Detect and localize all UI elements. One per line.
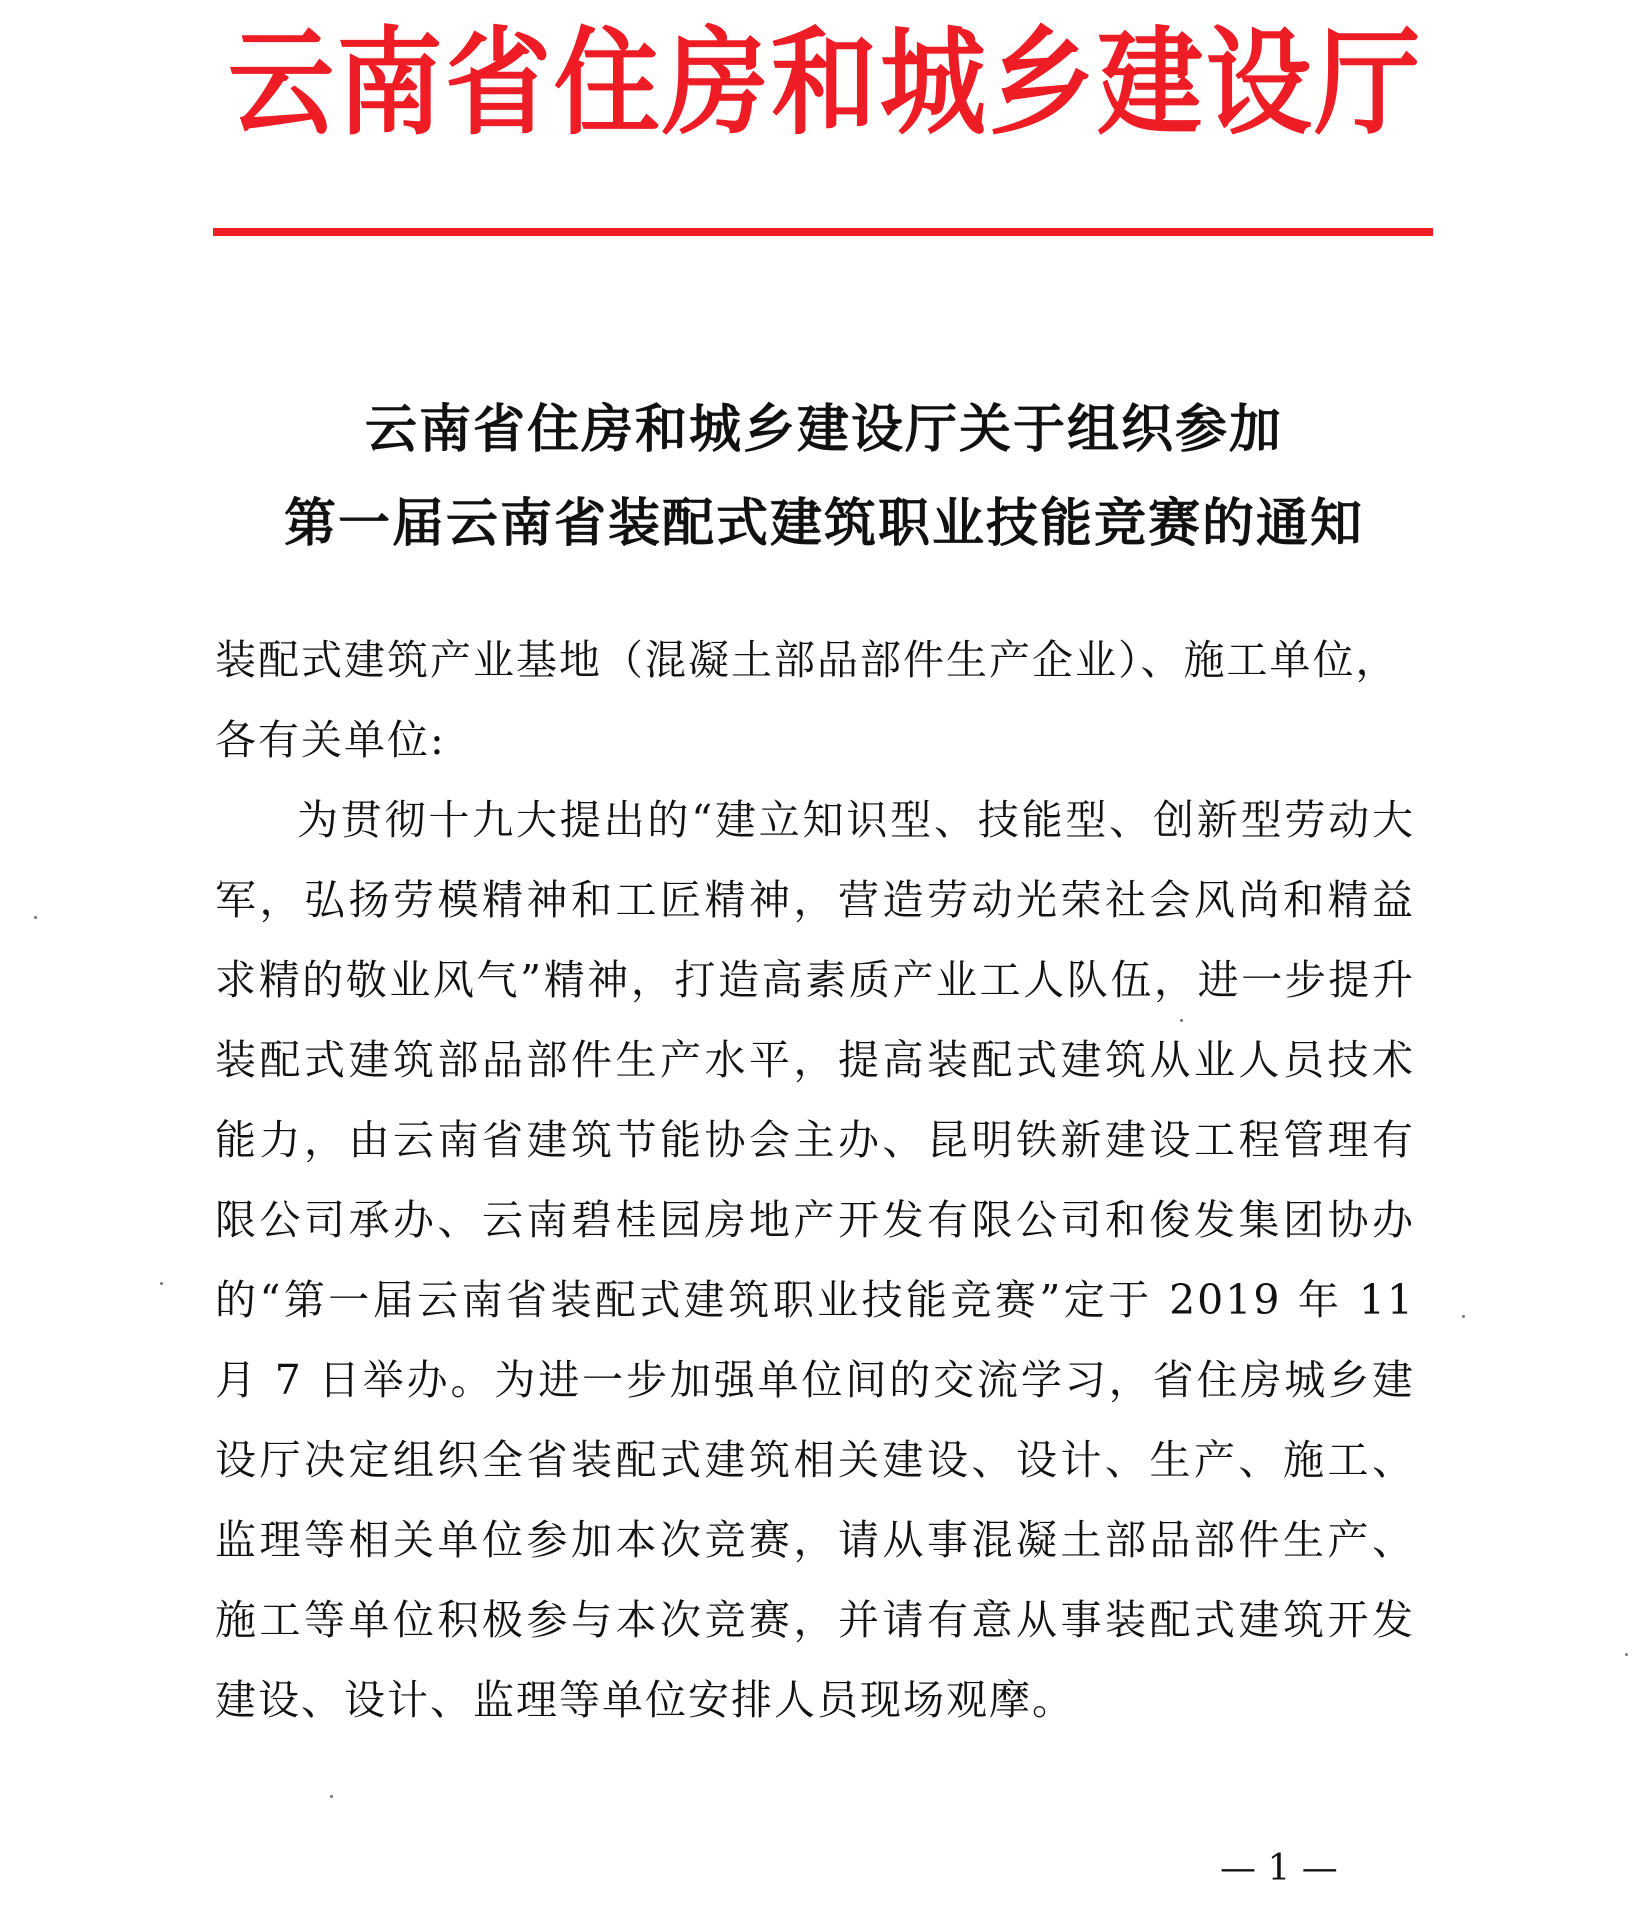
document-title-line-1: 云南省住房和城乡建设厅关于组织参加 — [364, 399, 1283, 460]
document-body — [215, 620, 1415, 1740]
scan-speck — [34, 916, 37, 919]
addressee-line-2: 各有关单位: — [215, 716, 446, 764]
document-title-line-2: 第一届云南省装配式建筑职业技能竞赛的通知 — [283, 493, 1364, 554]
scan-speck — [1180, 1019, 1183, 1022]
page-number: — 1 — — [1220, 1848, 1338, 1889]
letterhead — [0, 0, 1648, 170]
scan-speck — [160, 1282, 163, 1285]
addressee-line-1: 装配式建筑产业基地（混凝土部品部件生产企业）、施工单位， — [215, 636, 1399, 684]
scan-speck — [1625, 1653, 1628, 1656]
scan-speck — [1462, 1315, 1465, 1318]
letterhead-organization-name: 云南省住房和城乡建设厅 — [228, 15, 1423, 151]
body-paragraph-1: 为贯彻十九大提出的“建立知识型、技能型、创新型劳动大军，弘扬劳模精神和工匠精神，营造劳动光荣社会风尚和精益求精的敬业风气”精神，打造高素质产业工人队伍，进一步提升装配式建筑部品部件生产水平，提高装配式建筑从业人员技术能力，由云南省建筑节能协会主办、昆明铁新建设工程管理有限公司承办、云南碧桂园房地产开发有限公司和俊发集团协办的“第一届云南省装配式建筑职业技能竞赛”定于 2019 年 11 月 7 日举办。为进一步加强单位间的交流学习，省住房城乡建设厅决定组织全省装配式建筑相关建设、设计、生产、施工、监理等相关单位参加本次竞赛，请从事混凝土部品部件生产、施工等单位积极参与本次竞赛，并请有意从事装配式建筑开发建设、设计、监理等单位安排人员现场观摩。 — [215, 796, 1415, 1724]
scan-speck — [330, 1795, 333, 1798]
letterhead-red-rule — [213, 228, 1433, 236]
